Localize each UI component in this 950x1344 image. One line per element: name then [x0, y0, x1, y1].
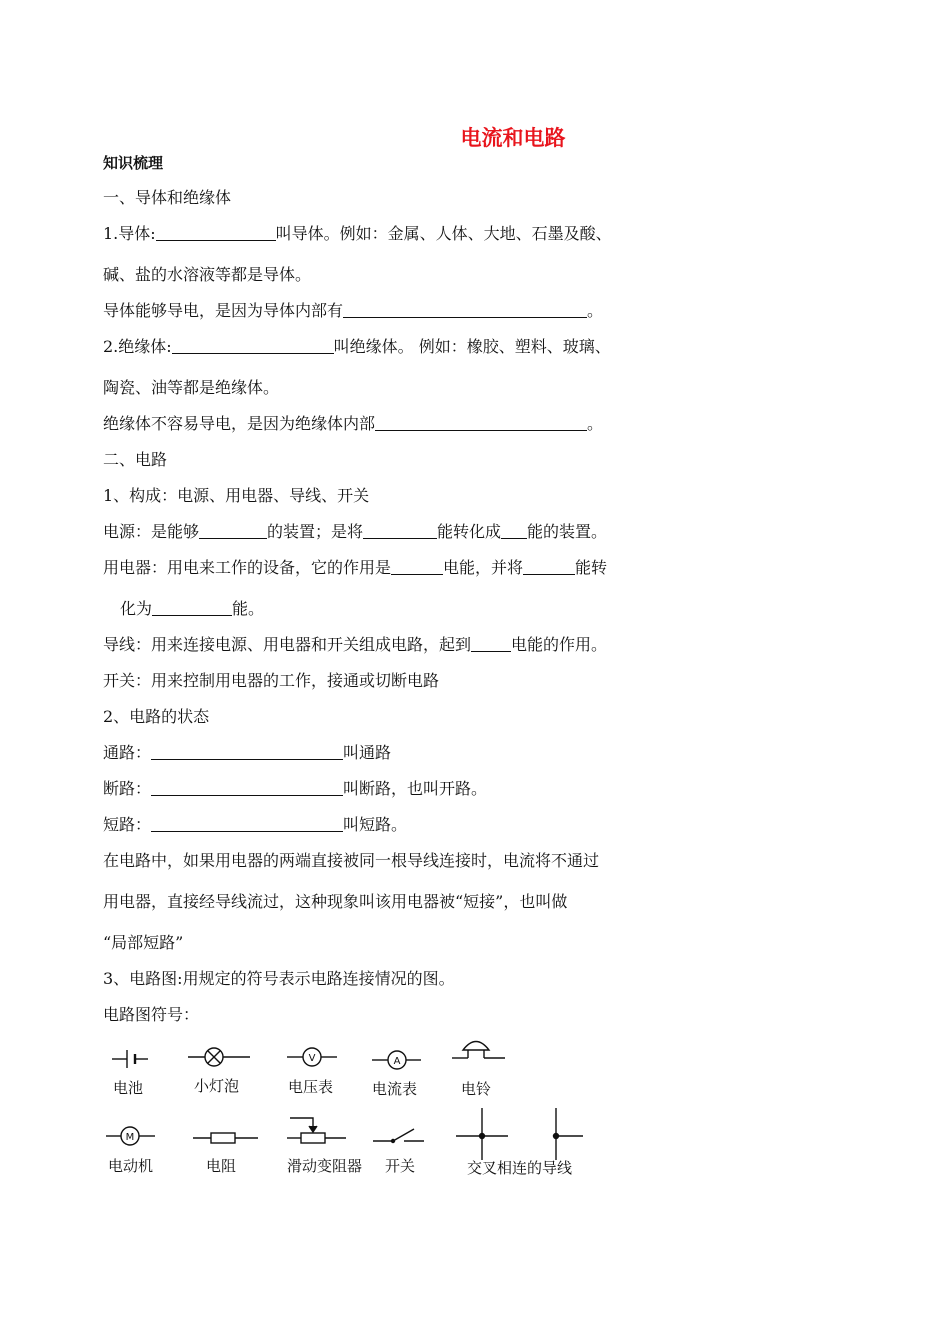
junction-icon	[456, 1108, 508, 1160]
resistor-label: 电阻	[206, 1157, 237, 1175]
conductor-label: 1.导体:	[103, 224, 156, 243]
voltmeter-letter: V	[308, 1053, 316, 1064]
fill-blank[interactable]	[151, 743, 343, 760]
switch-icon	[373, 1129, 424, 1143]
short-circuit-line	[103, 814, 407, 836]
rheostat-icon	[287, 1118, 346, 1143]
junction-icon	[554, 1108, 584, 1160]
ammeter-letter: A	[393, 1056, 401, 1067]
diagram-heading: 3、电路图:用规定的符号表示电路连接情况的图。	[103, 969, 455, 988]
fill-blank[interactable]	[172, 337, 334, 354]
insulator-definition	[103, 336, 611, 358]
bell-icon	[452, 1042, 505, 1059]
insulator-label: 2.绝缘体:	[103, 337, 172, 356]
text-segment: 断路：	[103, 779, 152, 798]
appliance-line	[103, 557, 607, 579]
ammeter-label: 电流表	[372, 1080, 418, 1098]
text-segment: 能。	[232, 599, 265, 618]
appliance-line-2	[120, 598, 264, 620]
motor-letter: M	[125, 1132, 135, 1143]
conductor-reason	[103, 300, 603, 322]
insulator-reason-text: 绝缘体不容易导电，是因为绝缘体内部	[103, 414, 376, 433]
text-segment: 电能，并将	[443, 558, 524, 577]
fill-blank[interactable]	[152, 599, 232, 616]
section1-heading: 一、导体和绝缘体	[103, 188, 232, 207]
switch-label: 开关	[385, 1157, 416, 1175]
motor-label: 电动机	[108, 1157, 154, 1175]
fill-blank[interactable]	[501, 522, 527, 539]
junction-label: 交叉相连的导线	[467, 1159, 573, 1177]
closed-circuit-line	[103, 742, 391, 764]
text-segment: 的装置；是将	[267, 522, 364, 541]
text-segment: 电能的作用。	[511, 635, 608, 654]
voltmeter-label: 电压表	[288, 1078, 334, 1096]
text-segment: 叫断路，也叫开路。	[343, 779, 488, 798]
fill-blank[interactable]	[363, 522, 437, 539]
short-description-1: 在电路中，如果用电器的两端直接被同一根导线连接时，电流将不通过	[103, 851, 600, 870]
period: 。	[587, 414, 604, 433]
period: 。	[587, 301, 604, 320]
text-segment: 通路：	[103, 743, 152, 762]
ammeter-icon	[372, 1051, 421, 1069]
text-segment: 导线：用来连接电源、用电器和开关组成电路，起到	[103, 635, 472, 654]
text-segment: 用电器：用电来工作的设备，它的作用是	[103, 558, 392, 577]
conductor-text: 叫导体。例如：金属、人体、大地、石墨及酸、	[275, 224, 612, 243]
text-segment: 化为	[120, 599, 153, 618]
fill-blank[interactable]	[199, 522, 267, 539]
motor-icon	[106, 1127, 155, 1145]
rheostat-label: 滑动变阻器	[287, 1157, 363, 1175]
switch-line: 开关：用来控制用电器的工作，接通或切断电路	[103, 671, 440, 690]
section-heading: 知识梳理	[103, 154, 164, 172]
lamp-label: 小灯泡	[194, 1077, 240, 1095]
short-description-3: “局部短路”	[103, 933, 184, 952]
fill-blank[interactable]	[151, 815, 343, 832]
fill-blank[interactable]	[156, 224, 276, 241]
open-circuit-line	[103, 778, 487, 800]
text-segment: 电源：是能够	[103, 522, 200, 541]
fill-blank[interactable]	[375, 414, 587, 431]
voltmeter-icon	[287, 1048, 337, 1066]
text-segment: 能的装置。	[527, 522, 608, 541]
text-segment: 叫通路	[343, 743, 392, 762]
section2-heading: 二、电路	[103, 450, 168, 469]
wire-line	[103, 634, 607, 656]
insulator-text: 叫绝缘体。 例如：橡胶、塑料、玻璃、	[333, 337, 611, 356]
lamp-icon	[188, 1048, 250, 1066]
resistor-icon	[193, 1133, 258, 1143]
fill-blank[interactable]	[471, 635, 511, 652]
fill-blank[interactable]	[151, 779, 343, 796]
conductor-reason-text: 导体能够导电，是因为导体内部有	[103, 301, 344, 320]
fill-blank[interactable]	[343, 301, 587, 318]
text-segment: 能转化成	[437, 522, 502, 541]
insulator-examples: 陶瓷、油等都是绝缘体。	[103, 378, 280, 397]
text-segment: 短路：	[103, 815, 152, 834]
conductor-definition	[103, 223, 612, 245]
battery-label: 电池	[113, 1079, 144, 1097]
power-source-line	[103, 521, 607, 543]
text-segment: 叫短路。	[343, 815, 408, 834]
battery-icon	[112, 1050, 148, 1068]
insulator-reason	[103, 413, 603, 435]
circuit-composition: 1、构成：电源、用电器、导线、开关	[103, 486, 370, 505]
symbols-heading: 电路图符号：	[103, 1005, 200, 1024]
fill-blank[interactable]	[391, 558, 443, 575]
states-heading: 2、电路的状态	[103, 707, 210, 726]
short-description-2: 用电器，直接经导线流过，这种现象叫该用电器被“短接”，也叫做	[103, 892, 568, 911]
fill-blank[interactable]	[523, 558, 575, 575]
bell-label: 电铃	[461, 1080, 492, 1098]
page-title: 电流和电路	[460, 126, 566, 150]
text-segment: 能转	[575, 558, 608, 577]
conductor-examples: 碱、盐的水溶液等都是导体。	[103, 265, 312, 284]
